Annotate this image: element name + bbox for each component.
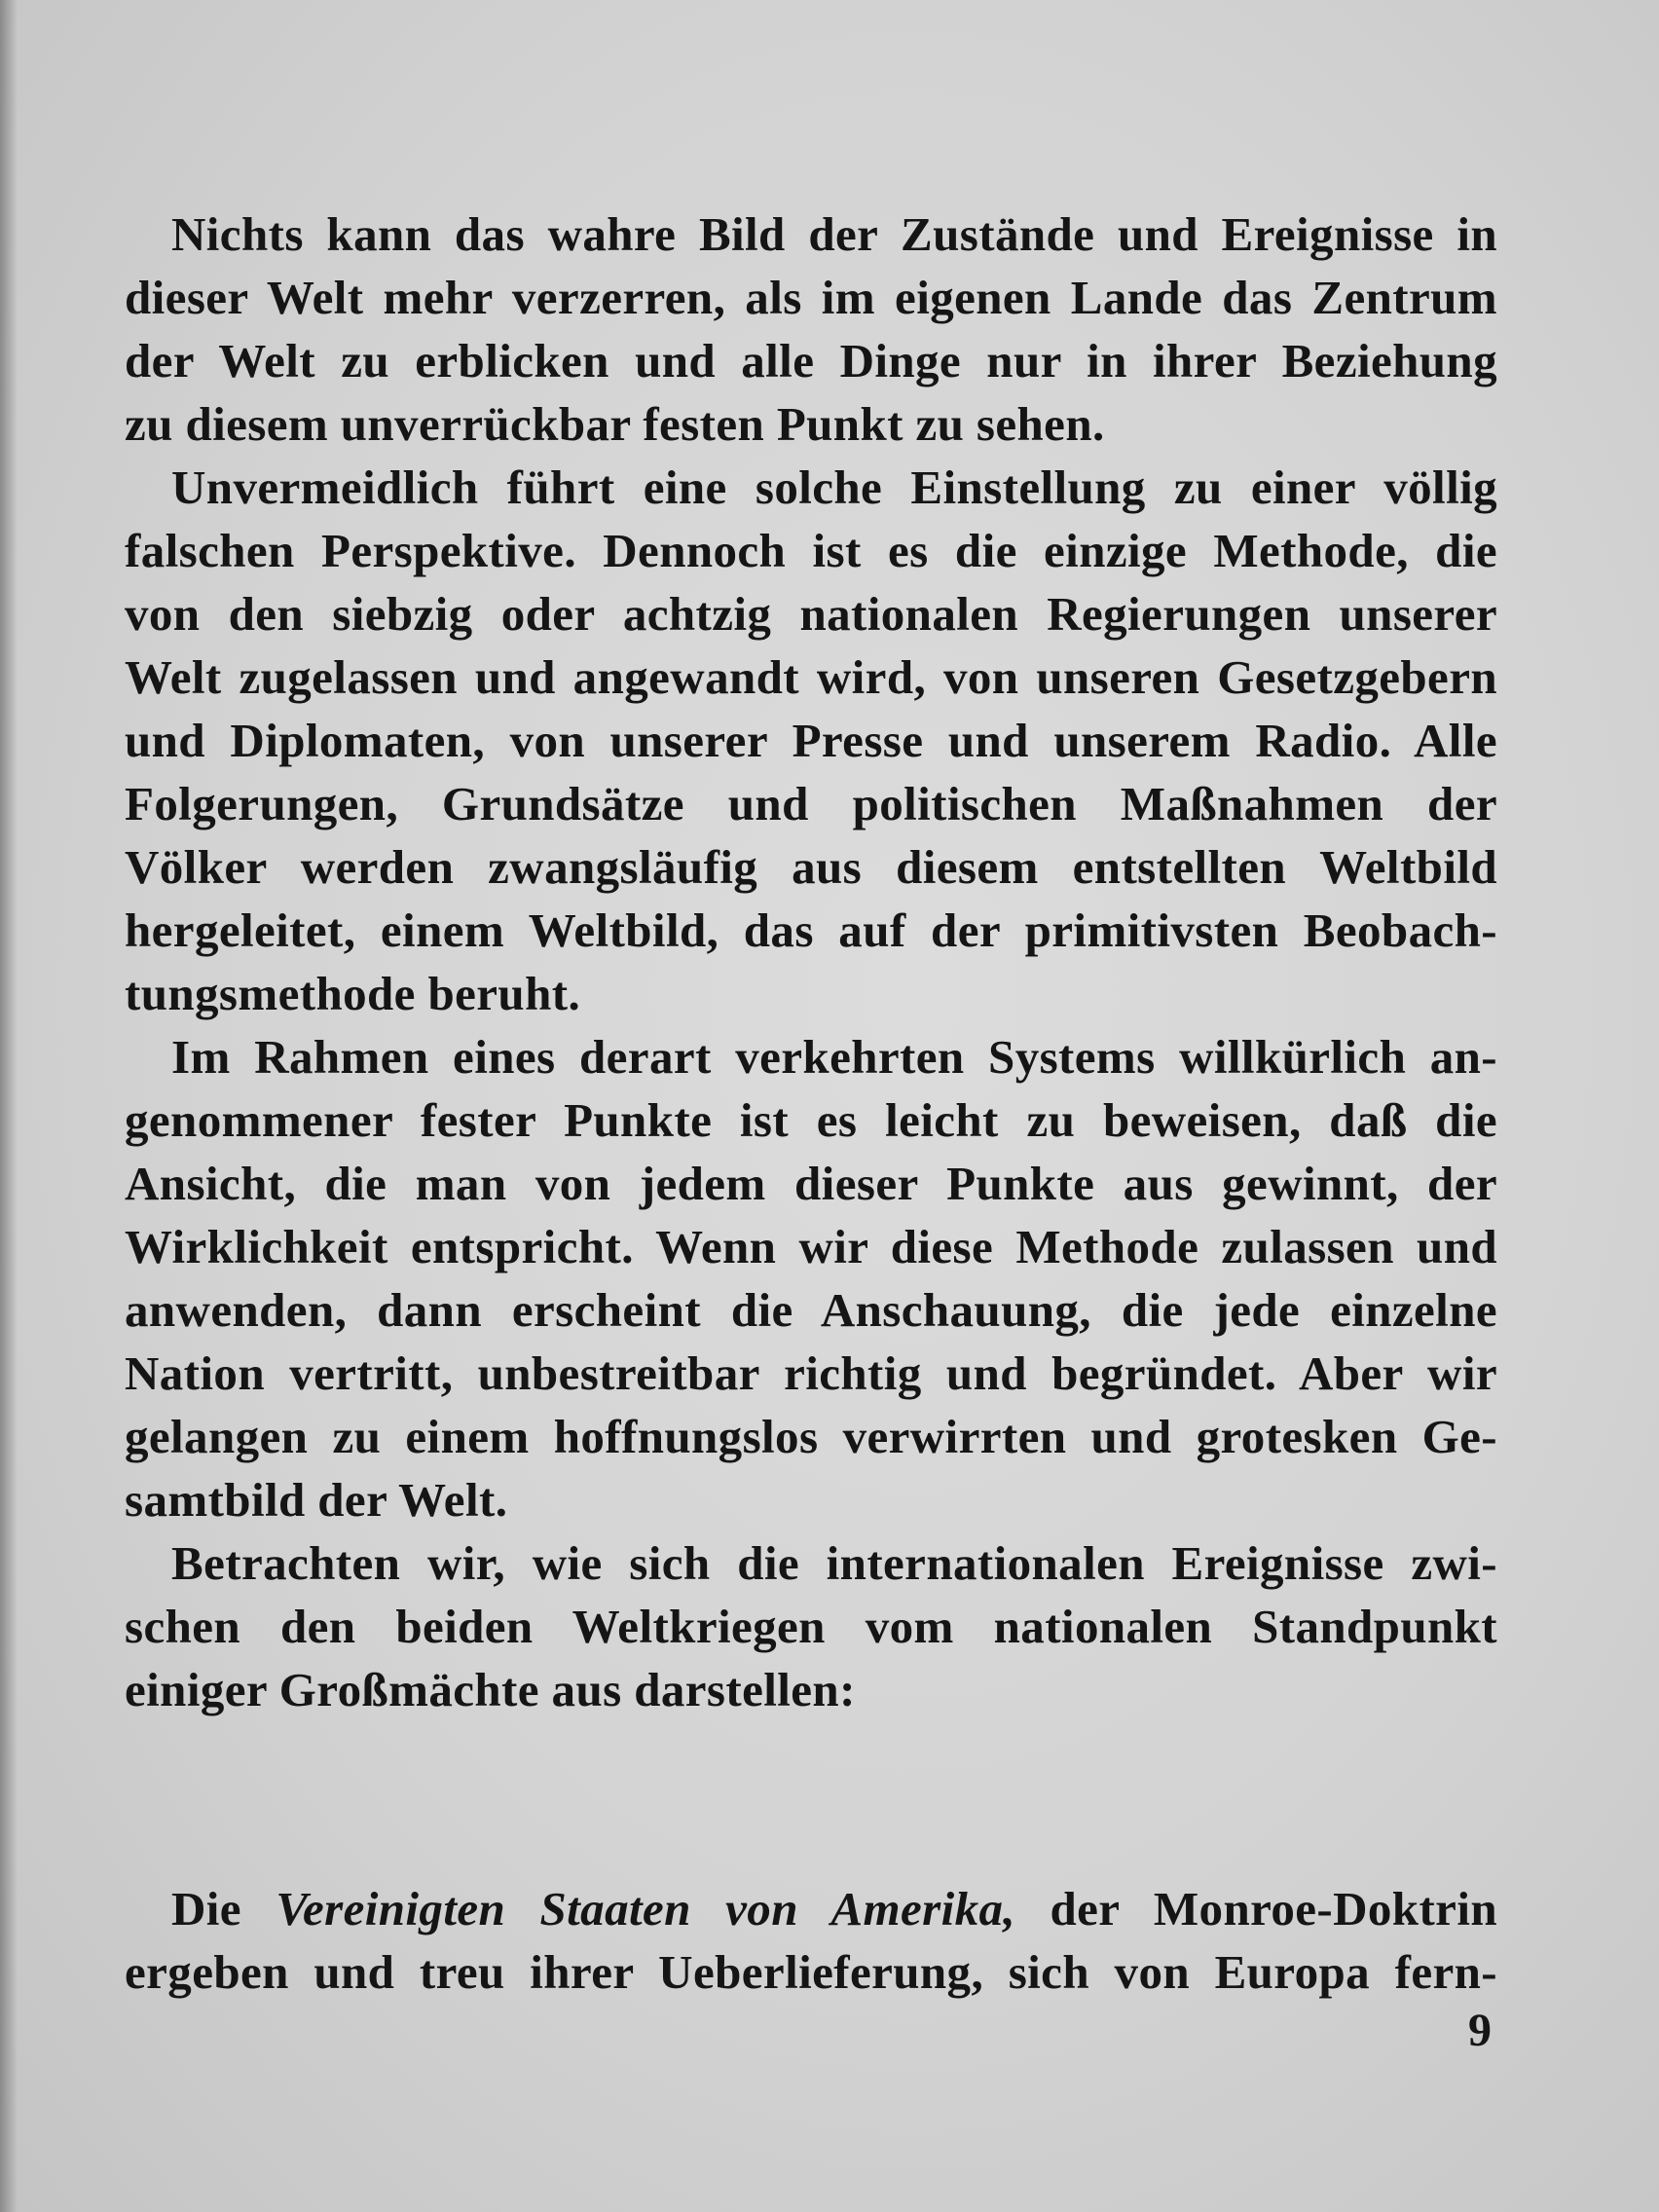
text-line <box>125 1877 1497 1940</box>
section-gap <box>125 1721 1497 1877</box>
text-line: ergeben und treu ihrer Ueberlieferung, sich von Europa fern- <box>125 1945 1497 1999</box>
text-line: falschen Perspektive. Dennoch ist es die einzige Methode, die <box>125 524 1497 577</box>
text-line: zu diesem unverrückbar festen Punkt zu sehen. <box>125 397 1105 451</box>
text-line: Völker werden zwangsläufig aus diesem entstellten Weltbild <box>125 840 1497 894</box>
text-line: gelangen zu einem hoffnungslos verwirrten und grotesken Ge- <box>125 1410 1497 1463</box>
paragraph-3 <box>125 1025 1497 1531</box>
text-line: von den siebzig oder achtzig nationalen Regierungen unserer <box>125 587 1497 641</box>
text-line: Betrachten wir, wie sich die internationalen Ereignisse zwi- <box>171 1536 1497 1590</box>
paragraph-1 <box>125 203 1497 456</box>
text-line: Im Rahmen eines derart verkehrten Systems willkürlich an- <box>171 1030 1497 1084</box>
paragraph-2 <box>125 456 1497 1025</box>
text-line: und Diplomaten, von unserer Presse und unserem Radio. Alle <box>125 714 1497 767</box>
text-line: der Welt zu erblicken und alle Dinge nur in ihrer Beziehung <box>125 334 1497 387</box>
text-line: tungsmethode beruht. <box>125 967 581 1020</box>
page-edge-shadow <box>0 0 18 2212</box>
text-run: Die <box>171 1882 276 1936</box>
text-line: genommener fester Punkte ist es leicht zu beweisen, daß die <box>125 1093 1497 1147</box>
text-line: Welt zugelassen und angewandt wird, von unseren Gesetzgebern <box>125 650 1497 704</box>
text-line: Nation vertritt, unbestreitbar richtig und begründet. Aber wir <box>125 1346 1497 1400</box>
page-number: 9 <box>1468 2005 1492 2056</box>
text-line: samtbild der Welt. <box>125 1473 508 1527</box>
text-line: Ansicht, die man von jedem dieser Punkte aus gewinnt, der <box>125 1157 1497 1210</box>
text-line: Wirklichkeit entspricht. Wenn wir diese Methode zulassen und <box>125 1220 1497 1273</box>
text-line: hergeleitet, einem Weltbild, das auf der primitivsten Beobach- <box>125 903 1497 957</box>
italic-country-name: Vereinigten Staaten von Amerika, <box>276 1882 1016 1936</box>
paragraph-5 <box>125 1877 1497 2004</box>
text-line: dieser Welt mehr verzerren, als im eigenen Lande das Zentrum <box>125 271 1497 324</box>
text-line: Unvermeidlich führt eine solche Einstellung zu einer völlig <box>171 461 1497 514</box>
paragraph-4 <box>125 1531 1497 1721</box>
body-text <box>125 203 1497 2004</box>
text-line: anwenden, dann erscheint die Anschauung, die jede einzelne <box>125 1283 1497 1337</box>
text-run: der Monroe-Doktrin <box>1015 1882 1497 1936</box>
text-line: schen den beiden Weltkriegen vom nationalen Standpunkt <box>125 1600 1497 1653</box>
text-line: einiger Großmächte aus darstellen: <box>125 1663 856 1716</box>
text-line: Folgerungen, Grundsätze und politischen Maßnahmen der <box>125 777 1497 830</box>
text-line: Nichts kann das wahre Bild der Zustände und Ereignisse in <box>171 207 1497 261</box>
